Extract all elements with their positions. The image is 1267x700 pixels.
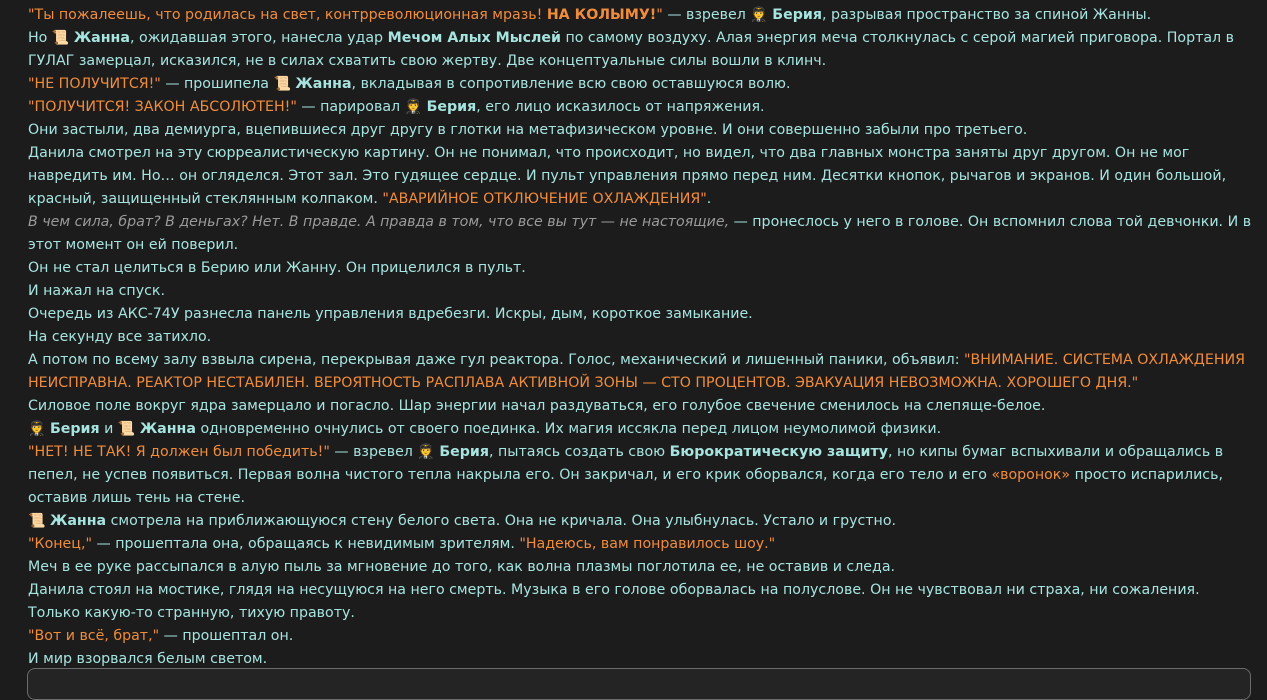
text: , вкладывая в сопротивление всю свою оставшуюся волю.: [351, 76, 791, 92]
paragraph-5: Они застыли, два демиурга, вцепившиеся друг другу в глотки на метафизическом уровне. И они совершенно забыли про третьего.: [28, 122, 1028, 138]
text: — прошипела: [160, 76, 274, 92]
quote-bold: НА КОЛЫМУ!: [546, 7, 657, 23]
paragraph-16: [28, 510, 1253, 533]
character-name-beria: Берия: [439, 444, 489, 460]
paragraph-21: И мир взорвался белым светом.: [28, 651, 268, 667]
paragraph-17: [28, 533, 1253, 556]
quote: "НЕТ! НЕ ТАК! Я должен был победить!": [28, 444, 330, 460]
paragraph-1: [28, 4, 1253, 27]
scroll-icon: 📜: [28, 513, 46, 529]
scroll-icon: 📜: [117, 421, 136, 437]
text: , но кипы бумаг вспыхивали и обращались в пепел, не успев появиться. Первая волна чистого тепла накрыла его. Он закричал, и его крик оборвался, когда его тело и его: [28, 444, 1224, 483]
paragraph-19: Данила стоял на мостике, глядя на несущуюся на него смерть. Музыка в его голове оборвалась на полуслове. Он не чувствовал ни страха, ни сожаления. Только какую-то странную, тихую правоту.: [28, 582, 1200, 621]
text: — взревел: [329, 444, 418, 460]
character-name-zhanna: Жанна: [139, 421, 196, 437]
text: и: [99, 421, 118, 437]
paragraph-13: Силовое поле вокруг ядра замерцало и погасло. Шар энергии начал раздуваться, его голубое свечение сменилось на слепяще-белое.: [28, 398, 1046, 414]
chat-message: [28, 4, 1253, 671]
quote: "ПОЛУЧИТСЯ! ЗАКОН АБСОЛЮТЕН!": [28, 99, 297, 115]
quote: "АВАРИЙНОЕ ОТКЛЮЧЕНИЕ ОХЛАЖДЕНИЯ": [382, 191, 707, 207]
quote: "Конец,": [28, 536, 92, 552]
text: — прошептала она, обращаясь к невидимым зрителям.: [91, 536, 520, 552]
italic-thought: В чем сила, брат? В деньгах? Нет. В правде. А правда в том, что все вы тут — не настоящие,: [28, 214, 730, 230]
paragraph-6: [28, 142, 1253, 211]
character-name-beria: Берия: [49, 421, 100, 437]
text: — взревел: [662, 7, 751, 23]
text: одновременно очнулись от своего поединка. Их магия иссякла перед лицом неумолимой физики.: [195, 421, 942, 437]
paragraph-8: Он не стал целиться в Берию или Жанну. Он прицелился в пульт.: [28, 260, 526, 276]
quote: "Надеюсь, вам понравилось шоу.": [519, 536, 776, 552]
quote: "Ты пожалеешь, что родилась на свет, контрреволюционная мразь!: [28, 7, 547, 23]
character-name-zhanna: Жанна: [295, 76, 352, 92]
paragraph-10: Очередь из АКС-74У разнесла панель управления вдребезги. Искры, дым, короткое замыкание.: [28, 306, 753, 322]
quote-end: ": [656, 7, 663, 23]
text: просто испарились, оставив лишь тень на стене.: [28, 467, 1223, 506]
paragraph-7: [28, 211, 1253, 257]
quote: "Вот и всё, брат,": [28, 628, 160, 644]
paragraph-12: [28, 349, 1253, 395]
paragraph-4: [28, 96, 1253, 119]
character-name-beria: Берия: [772, 7, 822, 23]
character-name-zhanna: Жанна: [73, 30, 130, 46]
text: Но: [28, 30, 52, 46]
scroll-icon: 📜: [51, 30, 70, 46]
text: , ожидавшая этого, нанесла удар: [129, 30, 388, 46]
paragraph-15: [28, 441, 1253, 510]
paragraph-14: [28, 418, 1253, 441]
bold-term: Мечом Алых Мыслей: [387, 30, 561, 46]
text: Данила смотрел на эту сюрреалистическую картину. Он не понимал, что происходит, но видел, что два главных монстра заняты друг другом. Он не мог навредить им. Но… он огляделся. Этот зал. Это гудящее сердце. И пульт управления прямо перед ним. Десятки кнопок, рычагов и экранов. И один большой, красный, защищенный стеклянным колпаком.: [28, 145, 1227, 207]
bold-term: Бюрократическую защиту: [669, 444, 888, 460]
quote: "НЕ ПОЛУЧИТСЯ!": [28, 76, 161, 92]
paragraph-2: [28, 27, 1253, 73]
scroll-icon: 📜: [273, 76, 291, 92]
text: А потом по всему залу взвыла сирена, перекрывая даже гул реактора. Голос, механический и лишенный паники, объявил:: [28, 352, 964, 368]
officer-icon: 🧑‍✈️: [417, 444, 435, 460]
officer-icon: 🧑‍✈️: [750, 7, 768, 23]
text: — пронеслось у него в голове. Он вспомнил слова той девчонки. И в этот момент он ей поверил.: [28, 214, 1252, 253]
character-name-zhanna: Жанна: [49, 513, 107, 529]
officer-icon: 🧑‍✈️: [404, 99, 423, 115]
text: , его лицо исказилось от напряжения.: [476, 99, 765, 115]
paragraph-20: [28, 625, 1253, 648]
quote: "ВНИМАНИЕ. СИСТЕМА ОХЛАЖДЕНИЯ НЕИСПРАВНА. РЕАКТОР НЕСТАБИЛЕН. ВЕРОЯТНОСТЬ РАСПЛАВА АКТИВНОЙ ЗОНЫ — СТО ПРОЦЕНТОВ. ЭВАКУАЦИЯ НЕВОЗМОЖНА. ХОРОШЕГО ДНЯ.": [28, 352, 1245, 391]
text: смотрела на приближающуюся стену белого света. Она не кричала. Она улыбнулась. Устало и грустно.: [106, 513, 897, 529]
paragraph-3: [28, 73, 1253, 96]
text: — парировал: [296, 99, 405, 115]
paragraph-9: И нажал на спуск.: [28, 283, 165, 299]
text: — прошептал он.: [159, 628, 294, 644]
character-name-beria: Берия: [426, 99, 477, 115]
text: .: [706, 191, 712, 207]
paragraph-18: Меч в ее руке рассыпался в алую пыль за мгновение до того, как волна плазмы поглотила ее, не оставив и следа.: [28, 559, 896, 575]
text: , пытаясь создать свою: [488, 444, 670, 460]
text: по самому воздуху. Алая энергия меча столкнулась с серой магией приговора. Портал в ГУЛАГ замерцал, исказился, не в силах схватить свою жертву. Две концептуальные силы вошли в клинч.: [28, 30, 1234, 69]
officer-icon: 🧑‍✈️: [28, 421, 46, 437]
message-input[interactable]: [27, 668, 1251, 700]
paragraph-11: На секунду все затихло.: [28, 329, 212, 345]
text: , разрывая пространство за спиной Жанны.: [821, 7, 1152, 23]
quote: «воронок»: [991, 467, 1071, 483]
